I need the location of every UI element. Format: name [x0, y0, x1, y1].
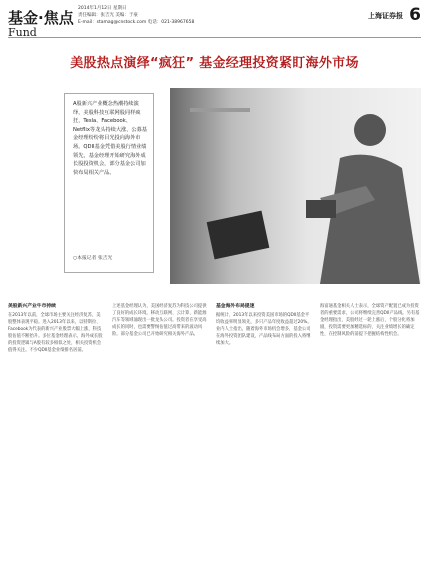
column-text: 据统计，2013年以来投资美国市场的QDII基金平均收益率明显领先，多只产品年度收益超过20%。业内人士指出，随着海外市场机会增多，基金公司在海外投资团队建设、产品线布局方面的投入将继续加大。	[216, 313, 312, 346]
newspaper-masthead: 上海证券报	[368, 11, 403, 20]
article-column-1	[8, 300, 104, 570]
column-text: 在2013年以前，全球市场主要关注经济复苏，美股整体表现平稳。进入2013年以来，以特斯拉、Facebook为代表的新兴产业股票大幅上涨，科技股估值不断抬升。多位基金经理表示，海外成长股的投资逻辑与A股有较多相似之处，相关投资机会值得关注。不少QDII基金业绩排名居前。	[8, 313, 103, 353]
section-name: 基金·焦点	[8, 9, 74, 27]
byline: ○本报记者 张吉光	[73, 256, 113, 261]
header-rule	[8, 37, 421, 38]
article-photo	[170, 88, 421, 284]
article-column-4	[320, 300, 421, 570]
section-english-name: Fund	[8, 26, 37, 39]
column-text: 上述基金经理认为，美国经济复苏为科技公司提供了良好的成长环境，移动互联网、云计算、新能源汽车等领域涌现出一批龙头公司。投资者在享受高成长的同时，也需要警惕估值过高带来的波动风险。部分基金公司已开始研究相关海外产品。	[112, 304, 207, 337]
meta-editor: 责任编辑：张吉光 美编：于豪	[78, 13, 138, 18]
meta-date: 2014年1月12日 星期日	[78, 6, 127, 11]
lead-text: A股新兴产业概念热潮持续演绎，美股科技互联网股同样疯狂，Tesla、Facebook、Netflix等龙头持续大涨，公募基金经理纷纷将目光投向海外市场。QDII基金凭借美股行情业绩领先，基金经理开始研究海外成长股投资机会，部分基金公司加快布局相关产品。	[73, 101, 147, 176]
article-column-3	[216, 300, 312, 570]
lead-box	[64, 93, 154, 273]
column-subheading: 美股新兴产业牛市持续	[8, 304, 56, 309]
column-text: 海富通基金相关人士表示，全球资产配置已成为投资者的重要需求，公司将继续完善QDII产品线。另有基金经理指出，美股经过一轮上涨后，个股分化将加剧，投资需要更加精选标的，关注业绩增长的确定性，在控制风险的前提下把握结构性机会。	[320, 304, 420, 337]
meta-contact: E-mail：stamag@cnstock.com 电话：021-38967658	[78, 20, 195, 25]
article-headline: 美股热点演绎“疯狂” 基金经理投资紧盯海外市场	[70, 56, 359, 71]
article-column-2	[112, 300, 208, 570]
column-subheading: 基金海外布局提速	[216, 304, 255, 309]
photo-illustration	[170, 88, 421, 284]
page-meta	[78, 5, 318, 26]
page-number: 6	[409, 5, 421, 25]
page-header	[0, 0, 429, 40]
